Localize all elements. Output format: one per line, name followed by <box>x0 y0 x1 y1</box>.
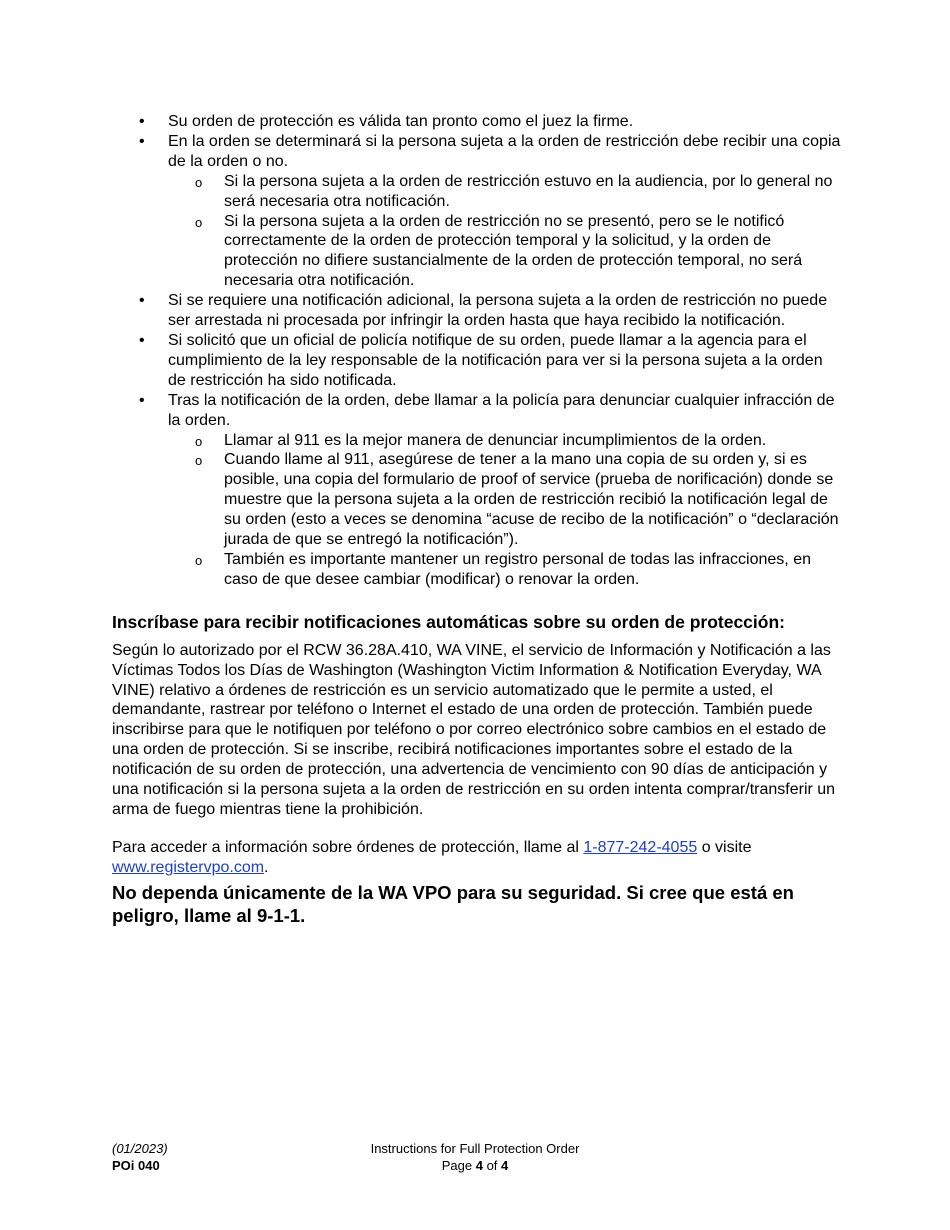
bullet-text: Si se requiere una notificación adicional, la persona sujeta a la orden de restricción no puede ser arrestada ni procesada por infringir la orden hasta que haya recibido la notificación. <box>168 292 828 330</box>
list-item <box>112 291 842 331</box>
bullet-text: Si solicitó que un oficial de policía notifique de su orden, puede llamar a la agencia para el cumplimiento de la ley responsable de la notificación para ver si la persona sujeta a la orden de restricción ha sido notificada. <box>168 331 823 389</box>
form-title: Instructions for Full Protection Order <box>370 1141 580 1156</box>
sub-bullet-text: Llamar al 911 es la mejor manera de denunciar incumplimientos de la orden. <box>224 431 767 449</box>
sub-list <box>168 431 842 590</box>
form-id: POi 040 <box>112 1158 160 1173</box>
sub-bullet-text: Si la persona sujeta a la orden de restricción estuvo en la audiencia, por lo general no será necesaria otra notificación. <box>224 172 833 210</box>
sub-list <box>168 172 842 291</box>
vine-paragraph: Según lo autorizado por el RCW 36.28A.410, WA VINE, el servicio de Información y Notificación a las Víctimas Todos los Días de Washington (Washington Victim Information & Notification Everyday, WA VINE) relativo a órdenes de restricción es un servicio automatizado que le permite a usted, el demandante, rastrear por teléfono o Internet el estado de una orden de protección. También puede inscribirse para que le notifiquen por teléfono o por correo electrónico sobre cambios en el estado de una orden de protección. Si se inscribe, recibirá notificaciones importantes sobre el estado de la notificación de su orden de protección, una advertencia de vencimiento con 90 días de anticipación y una notificación si la persona sujeta a la orden de restricción en su orden intenta comprar/transferir un arma de fuego mientras tiene la prohibición. <box>112 641 836 818</box>
sub-list-item <box>168 431 842 451</box>
access-text: . <box>264 858 269 876</box>
sub-list-item <box>168 450 842 550</box>
footer-center <box>362 1140 588 1174</box>
page-of: of <box>482 1158 502 1173</box>
document-body <box>112 112 842 927</box>
sub-bullet-text: Si la persona sujeta a la orden de restricción no se presentó, pero se le notificó correctamente de la orden de protección temporal y la solicitud, y la orden de protección no difiere sustancialmente de la orden de protección temporal, no será necesaria otra notificación. <box>224 212 803 290</box>
vine-section-heading: Inscríbase para recibir notificaciones automáticas sobre su orden de protección: <box>112 611 785 632</box>
form-date: (01/2023) <box>112 1141 168 1156</box>
page-word: Page <box>441 1158 476 1173</box>
sub-bullet-text: Cuando llame al 911, asegúrese de tener a la mano una copia de su orden y, si es posible, una copia del formulario de proof of service (prueba de norificación) donde se muestre que la persona sujeta a la orden de restricción recibió la notificación legal de su orden (esto a veces se denomina “acuse de recibo de la notificación” o “declaración jurada de que se entregó la notificación”). <box>224 451 839 549</box>
page-current: 4 <box>475 1158 483 1173</box>
list-item <box>112 112 842 132</box>
sub-list-item <box>168 212 842 292</box>
page-number <box>362 1157 588 1174</box>
access-info <box>112 838 842 878</box>
list-item <box>112 132 842 291</box>
page-total: 4 <box>501 1158 509 1173</box>
footer-left <box>112 1140 168 1174</box>
instruction-list <box>112 112 842 590</box>
sub-list-item <box>168 172 842 212</box>
access-text: Para acceder a información sobre órdenes de protección, llame al <box>112 838 584 856</box>
list-item <box>112 331 842 391</box>
access-text: o visite <box>697 838 752 856</box>
bullet-text: Tras la notificación de la orden, debe llamar a la policía para denunciar cualquier infracción de la orden. <box>168 391 835 429</box>
website-link[interactable]: www.registervpo.com <box>112 858 265 876</box>
safety-warning: No dependa únicamente de la WA VPO para su seguridad. Si cree que está en peligro, llame al 9-1-1. <box>112 881 794 926</box>
phone-link[interactable]: 1-877-242-4055 <box>583 838 698 856</box>
bullet-text: Su orden de protección es válida tan pronto como el juez la firme. <box>168 113 634 130</box>
sub-bullet-text: También es importante mantener un registro personal de todas las infracciones, en caso de que desee cambiar (modificar) o renovar la orden. <box>224 550 811 588</box>
bullet-text: En la orden se determinará si la persona sujeta a la orden de restricción debe recibir una copia de la orden o no. <box>168 132 841 170</box>
list-item <box>112 391 842 590</box>
sub-list-item <box>168 550 842 590</box>
